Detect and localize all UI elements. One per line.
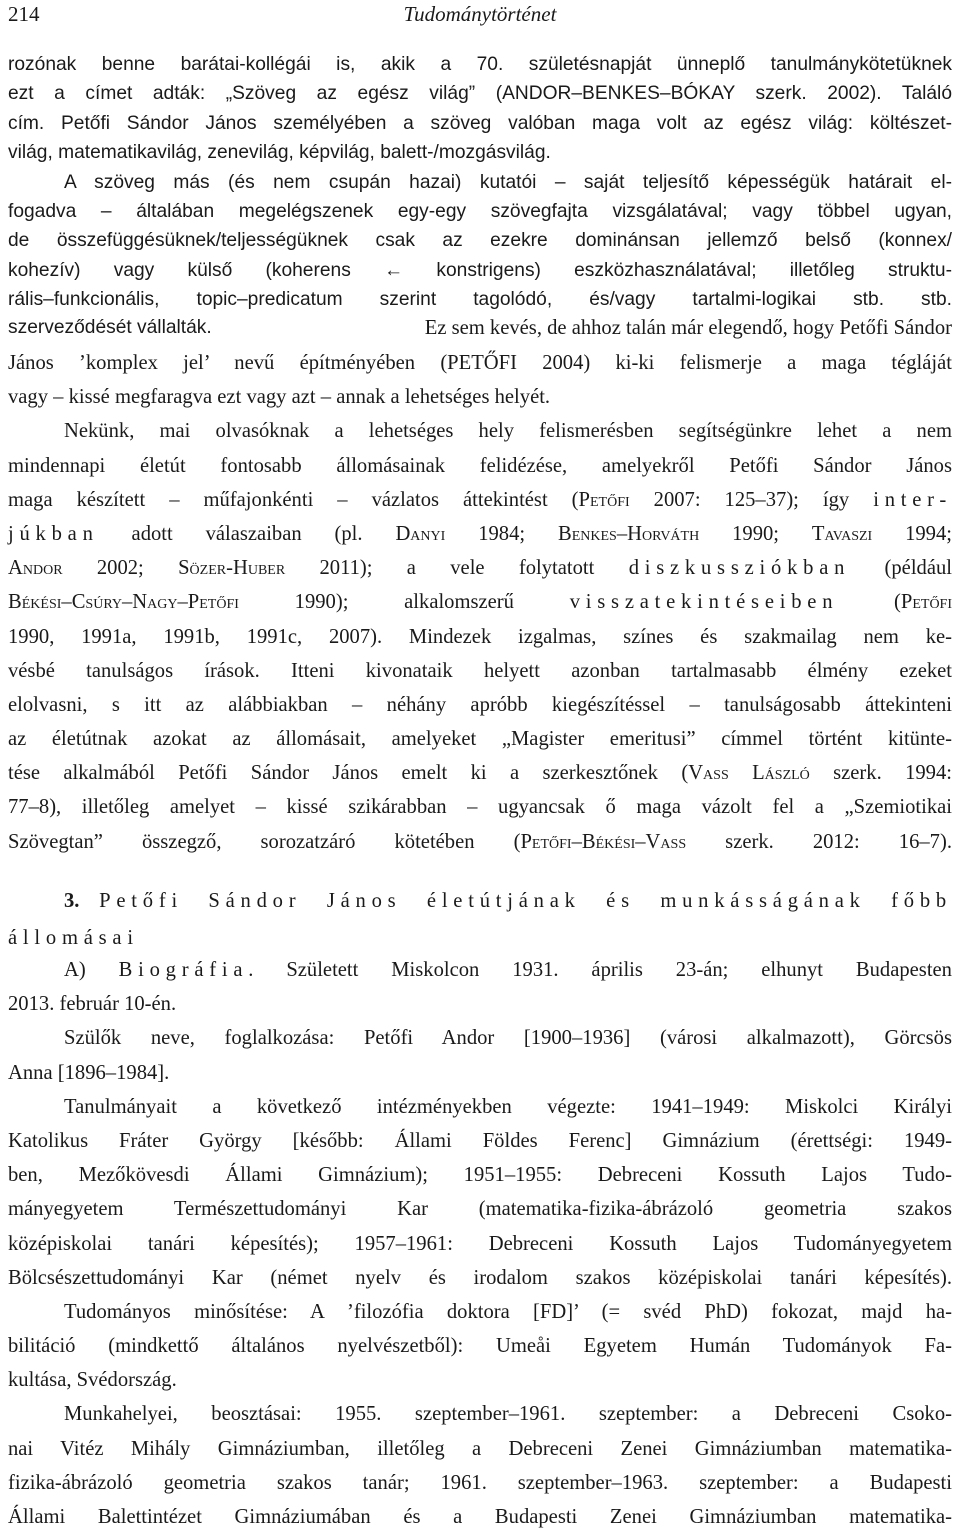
text-line: fizika-ábrázoló geometria szakos tanár; 1961. szeptember–1963. szeptember: a Budapesti (8, 1471, 952, 1494)
text-line: ezt a címet adták: „Szöveg az egész világ” (ANDOR–BENKES–BÓKAY szerk. 2002). Találó (8, 83, 952, 105)
text-line: Állami Balettintézet Gimnáziumában és a Budapesti Zenei Gimnáziumban matematika- (8, 1506, 952, 1528)
text-line: 2013. február 10-én. (8, 993, 177, 1016)
text-line: kohezív) vagy külső (koherens ← konstrigens) eszközhasználatával; illetőleg struktu- (8, 259, 952, 281)
text-line: Katolikus Fráter György [később: Állami Földes Ferenc] Gimnázium (érettségi: 1949- (8, 1129, 952, 1152)
text-line: maga készített – műfajonkénti – vázlatos áttekintést (Petőfi 2007: 125–37); így inter- (8, 488, 953, 511)
text-line: bilitáció (mindkettő általános nyelvészetből): Umeåi Egyetem Humán Tudományok Fa- (8, 1335, 952, 1358)
text-line: Bölcsészettudományi Kar (német nyelv és irodalom szakos középiskolai tanári képesítés). (8, 1266, 952, 1289)
text-line: Nekünk, mai olvasóknak a lehetséges hely felismerésben segítségünkre lehet a nem (64, 420, 952, 443)
section-number: 3. (64, 890, 80, 912)
text-line: mindennapi életút fontosabb állomásainak felidézése, amelyekről Petőfi Sándor János (8, 454, 952, 477)
mixed-line (8, 310, 952, 346)
biography-section (8, 953, 952, 1534)
running-title: Tudománytörténet (403, 2, 557, 26)
section-heading-line (8, 883, 952, 920)
text-line: Tudományos minősítése: A ’filozófia doktora [FD]’ (= svéd PhD) fokozat, majd ha- (64, 1300, 952, 1323)
text-line: vésbé tanulságos írások. Itteni kivonataik helyett azonban tartalmasabb élmény ezeket (8, 659, 952, 682)
text-line: cím. Petőfi Sándor János személyében a szöveg valóban maga volt az egész világ: költészet- (8, 112, 952, 134)
text-line: rozónak benne barátai-kollégái is, akik a 70. születésnapját ünneplő tanulmánykötetüknek (8, 54, 952, 75)
text-line: Anna [1896–1984]. (8, 1061, 170, 1084)
text-line: Tanulmányait a következő intézményekben végezte: 1941–1949: Miskolci Királyi (64, 1095, 952, 1118)
text-line: 1990, 1991a, 1991b, 1991c, 2007). Mindezek izgalmas, színes és szakmailag nem ke- (8, 625, 952, 648)
page-header (8, 2, 952, 32)
text-line: világ, matematikavilág, zenevilág, képvilág, balett-/mozgásvilág. (8, 142, 551, 164)
section-heading (8, 883, 952, 957)
biografia-label: Biográfia (118, 959, 249, 981)
text-line: az életútnak azokat az állomásait, amelyeket „Magister emeritusi” címmel történt kitünte- (8, 728, 952, 751)
text-fragment: Ez sem kevés, de ahhoz talán már elegendő, hogy Petőfi Sándor (424, 316, 952, 339)
text-line: Munkahelyei, beosztásai: 1955. szeptember–1961. szeptember: a Debreceni Csoko- (64, 1403, 952, 1426)
text-line: nai Vitéz Mihály Gimnáziumban, illetőleg a Debreceni Zenei Gimnáziumban matematika- (8, 1437, 952, 1460)
text-fragment: szerveződését vállalták. (8, 317, 212, 338)
body-text-main (8, 346, 952, 859)
text-line: kultása, Svédország. (8, 1369, 177, 1392)
text-line: 77–8), illetőleg amelyet – kissé szikárabban – ugyancsak ő maga vázolt fel a „Szemiotikai (8, 796, 952, 819)
text-line: mányegyetem Természettudományi Kar (matematika-fizika-ábrázoló geometria szakos (8, 1198, 952, 1221)
text-line: Szülők neve, foglalkozása: Petőfi Andor [1900–1936] (városi alkalmazott), Görcsös (64, 1027, 952, 1050)
text-line: júkban adott válaszaiban (pl. Danyi 1984; Benkes–Horváth 1990; Tavaszi 1994; (8, 522, 952, 545)
text-line: középiskolai tanári képesítés); 1957–1961: Debreceni Kossuth Lajos Tudományegyetem (8, 1232, 952, 1255)
text-line: Andor 2002; Sözer-Huber 2011); a vele folytatott diszkussziókban (például (8, 557, 952, 580)
text-line: Szövegtan” összegző, sorozatzáró kötetében (Petőfi–Békési–Vass szerk. 2012: 16–7). (8, 830, 952, 853)
text-line: A) Biográfia. Született Miskolcon 1931. április 23-án; elhunyt Budapesten (64, 959, 952, 981)
text-line: fogadva – általában megelégszenek egy-egy szövegfajta vizsgálatával; vagy többel ugyan, (8, 200, 952, 222)
text-line: rális–funkcionális, topic–predicatum szerint tagolódó, és/vagy tartalmi-logikai stb. stb. (8, 289, 952, 311)
text-line: vagy – kissé megfaragva ezt vagy azt – annak a lehetséges helyét. (8, 386, 551, 409)
text-line: elolvasni, s itt az alábbiakban – néhány apróbb kiegészítéssel – tanulságosabb áttekinteni (8, 693, 952, 716)
section-heading-line: állomásai (8, 927, 139, 949)
text-line: ben, Mezőkövesdi Állami Gimnázium); 1951–1955: Debreceni Kossuth Lajos Tudo- (8, 1164, 952, 1187)
text-line: Békési–Csúry–Nagy–Petőfi 1990); alkalomszerű visszatekintéseiben (Petőfi (8, 591, 953, 614)
page-number: 214 (8, 2, 40, 26)
text-line: János ’komplex jel’ nevű építményében (PETŐFI 2004) ki-ki felismerje a maga tégláját (8, 352, 952, 374)
text-line: de összefüggésüknek/teljességüknek csak az ezekre dominánsan jellemző belső (konnex/ (8, 230, 952, 252)
section-title: Petőfi Sándor János életútjának és munkásságának főbb (99, 890, 952, 912)
text-line: A szöveg más (és nem csupán hazai) kutatói – saját teljesítő képességük határait el- (64, 171, 952, 193)
sans-passage (8, 50, 952, 315)
text-line: tése alkalmából Petőfi Sándor János emelt ki a szerkesztőnek (Vass László szerk. 1994: (8, 762, 952, 785)
